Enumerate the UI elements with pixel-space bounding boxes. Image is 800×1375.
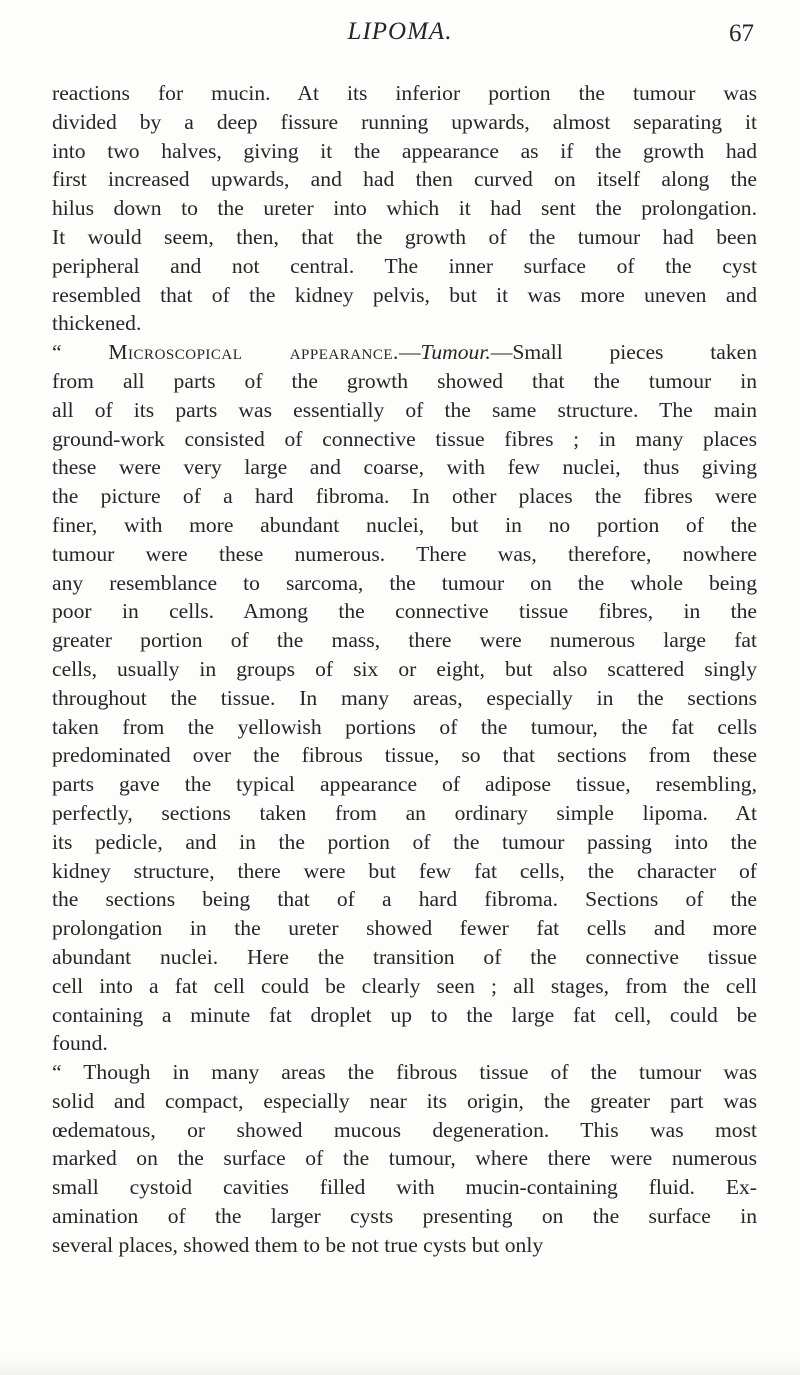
- body-text: [52, 79, 757, 1260]
- text-line: prolongation in the ureter showed fewer fat cells and more: [52, 916, 757, 941]
- text-line: greater portion of the mass, there were numerous large fat: [52, 628, 757, 653]
- text-line: its pedicle, and in the portion of the tumour passing into the: [52, 829, 757, 854]
- text-line: amination of the larger cysts presenting on the surface in: [52, 1204, 757, 1229]
- text-line: thickened.: [52, 311, 142, 336]
- text-line: containing a minute fat droplet up to the large fat cell, could be: [52, 1002, 757, 1027]
- text-line: solid and compact, especially near its origin, the greater part was: [52, 1088, 757, 1113]
- text-line: the picture of a hard fibroma. In other places the fibres were: [52, 484, 757, 509]
- text-line: cell into a fat cell could be clearly seen ; all stages, from the cell: [52, 973, 757, 998]
- text-line: hilus down to the ureter into which it had sent the prolongation.: [52, 196, 757, 221]
- text-line: resembled that of the kidney pelvis, but it was more uneven and: [52, 282, 757, 307]
- text-line: kidney structure, there were but few fat cells, the character of: [52, 858, 757, 883]
- text-line: reactions for mucin. At its inferior portion the tumour was: [52, 81, 757, 105]
- text-line: small cystoid cavities filled with mucin-containing fluid. Ex-: [52, 1175, 757, 1200]
- line-rest: Small pieces taken: [512, 340, 757, 365]
- text-line: predominated over the fibrous tissue, so that sections from these: [52, 743, 757, 768]
- text-line: It would seem, then, that the growth of the tumour had been: [52, 224, 757, 249]
- text-line: throughout the tissue. In many areas, especially in the sections: [52, 685, 757, 710]
- text-line: into two halves, giving it the appearance as if the growth had: [52, 138, 757, 163]
- running-title: LIPOMA.: [347, 18, 453, 45]
- text-line: taken from the yellowish portions of the tumour, the fat cells: [52, 714, 757, 739]
- text-line: several places, showed them to be not true cysts but only: [52, 1232, 544, 1257]
- em-dash: —: [490, 340, 513, 365]
- text-line: the sections being that of a hard fibroma. Sections of the: [52, 887, 757, 912]
- text-line: found.: [52, 1031, 108, 1056]
- text-line: parts gave the typical appearance of adipose tissue, resembling,: [52, 772, 757, 797]
- text-line: œdematous, or showed mucous degeneration. This was most: [52, 1117, 757, 1142]
- page-bottom-edge: [0, 1358, 800, 1375]
- running-head: [0, 16, 800, 56]
- text-line: all of its parts was essentially of the same structure. The main: [52, 397, 757, 422]
- text-line: ground-work consisted of connective tissue fibres ; in many places: [52, 426, 757, 451]
- text-line: “ Though in many areas the fibrous tissue of the tumour was: [52, 1060, 757, 1085]
- text-line: peripheral and not central. The inner surface of the cyst: [52, 253, 757, 278]
- section-heading: Microscopical appearance.: [108, 340, 399, 365]
- text-line: tumour were these numerous. There was, therefore, nowhere: [52, 541, 757, 566]
- text-line: marked on the surface of the tumour, where there were numerous: [52, 1146, 757, 1171]
- text-line: abundant nuclei. Here the transition of the connective tissue: [52, 944, 757, 969]
- open-quote: “: [52, 340, 109, 365]
- page-number: 67: [729, 20, 754, 47]
- em-dash: —: [398, 340, 421, 365]
- text-line: perfectly, sections taken from an ordinary simple lipoma. At: [52, 800, 757, 825]
- text-line: these were very large and coarse, with few nuclei, thus giving: [52, 455, 757, 480]
- subsection-heading: Tumour.: [420, 340, 491, 365]
- text-line: first increased upwards, and had then curved on itself along the: [52, 167, 757, 192]
- text-line: any resemblance to sarcoma, the tumour on the whole being: [52, 570, 757, 595]
- text-line: poor in cells. Among the connective tissue fibres, in the: [52, 599, 757, 624]
- text-line: from all parts of the growth showed that the tumour in: [52, 368, 757, 393]
- section-heading-line: [52, 338, 757, 367]
- text-line: cells, usually in groups of six or eight, but also scattered singly: [52, 656, 757, 681]
- text-line: divided by a deep fissure running upwards, almost separating it: [52, 109, 757, 134]
- text-line: finer, with more abundant nuclei, but in no portion of the: [52, 512, 757, 537]
